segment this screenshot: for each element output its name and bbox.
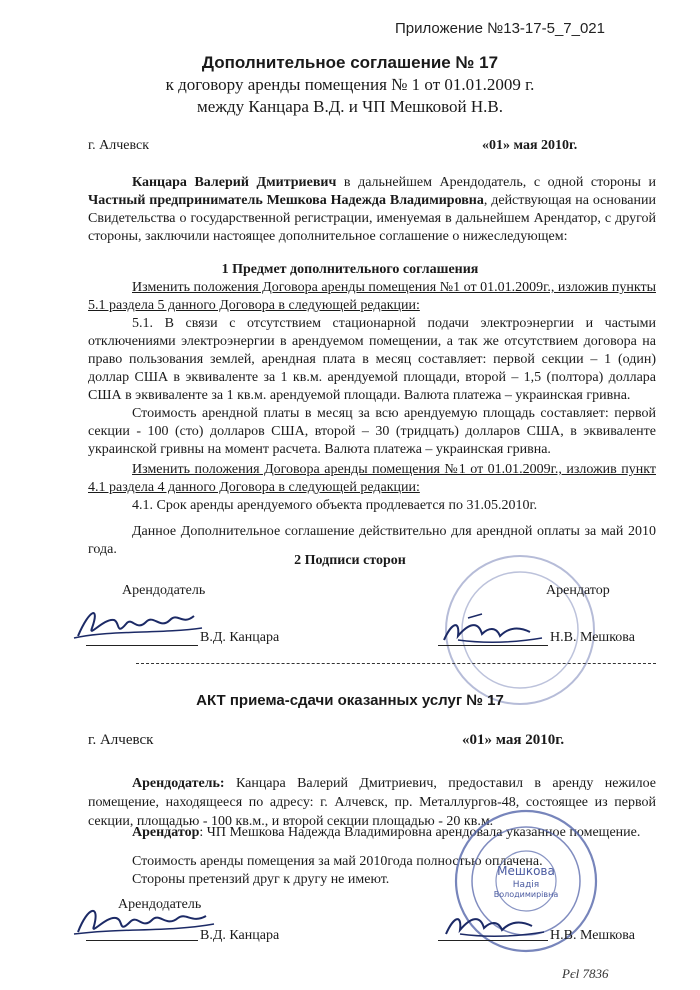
- lessor-signature-line: [86, 645, 198, 646]
- change-clause-1: Изменить положения Договора аренды помещения №1 от 01.01.2009г., изложив пункты 5.1 раздела 5 данного Договора в следующей редакции:: [88, 280, 656, 313]
- intro-text-1: в дальнейшем Арендодатель, с одной стороны и: [336, 175, 656, 190]
- act-lessor-signature: [70, 898, 220, 943]
- party-lessee: Частный предприниматель Мешкова Надежда Владимировна: [88, 193, 484, 208]
- rent-cost-paragraph: Стоимость арендной платы в месяц за всю арендуемую площадь составляет: первой секции - 100 (сто) долларов США, второй – 30 (тридцать) долларов США, в эквиваленте украинской гривны на момент расчета. Валюта платежа – украинская гривна.: [88, 406, 656, 457]
- stamp-name: Мешкова: [497, 864, 555, 878]
- lessee-signature-line: [438, 645, 548, 646]
- document-subtitle: к договору аренды помещения № 1 от 01.01.2009 г.: [165, 75, 535, 94]
- lessee-signature: [438, 610, 548, 650]
- clause-5-1: 5.1. В связи с отсутствием стационарной подачи электроэнергии и частыми отключениями электроэнергии в арендуемом помещении, а так же отсутствием договора на право пользования землей, арендная плата в месяц составляет: первой секции – 1 (один) доллар США в эквиваленте за 1 кв.м. арендуемой площади, второй – 1,5 (полтора) доллара США в эквиваленте за 1 кв.м. арендуемой площади. Валюта платежа – украинская гривна.: [88, 316, 656, 403]
- act-lessee-signature-line: [438, 940, 548, 941]
- lessor-name: В.Д. Канцара: [200, 630, 280, 645]
- change-clause-2: Изменить положения Договора аренды помещения №1 от 01.01.2009г., изложив пункт 4.1 раздела 4 данного Договора в следующей редакции:: [88, 462, 656, 495]
- handwritten-ref-note: Рєl 7836: [562, 966, 609, 981]
- act-lessor-text: Канцара Валерий Дмитриевич, предоставил в аренду нежилое помещение, находящееся по адресу: г. Алчевск, пр. Металлургов-48, состоящее из первой секции, площадью - 100 кв.м., и второй секции площадью - 20 кв.м.: [88, 776, 656, 829]
- section-1-heading: 1 Предмет дополнительного соглашения: [221, 262, 479, 277]
- act-city: г. Алчевск: [88, 732, 154, 748]
- act-lessor-label: Арендодатель:: [132, 776, 225, 791]
- lessor-role-label: Арендодатель: [122, 583, 206, 598]
- act-date: «01» мая 2010г.: [462, 732, 565, 748]
- party-lessor: Канцара Валерий Дмитриевич: [132, 175, 337, 190]
- act-lessor-role-label: Арендодатель: [118, 897, 202, 912]
- document-title: Дополнительное соглашение № 17: [201, 53, 499, 72]
- stamp-sub2: Володимирівна: [493, 890, 559, 899]
- section-divider: [136, 663, 656, 664]
- lessee-role-label: Арендатор: [546, 583, 610, 598]
- city: г. Алчевск: [88, 138, 150, 153]
- lessee-name: Н.В. Мешкова: [550, 630, 635, 645]
- act-claims-paragraph: Стороны претензий друг к другу не имеют.: [132, 872, 390, 887]
- act-lessor-name: В.Д. Канцара: [200, 928, 280, 943]
- validity-paragraph: Данное Дополнительное соглашение действительно для арендной оплаты за май 2010 года.: [88, 524, 656, 557]
- act-lessee-text: : ЧП Мешкова Надежда Владимировна арендовала указанное помещение.: [199, 825, 641, 840]
- act-title: АКТ приема-сдачи оказанных услуг № 17: [196, 692, 504, 709]
- act-lessee-name: Н.В. Мешкова: [550, 928, 635, 943]
- clause-4-1: 4.1. Срок аренды арендуемого объекта продлевается по 31.05.2010г.: [132, 498, 538, 513]
- document-parties-line: между Канцара В.Д. и ЧП Мешковой Н.В.: [196, 97, 504, 116]
- act-lessor-signature-line: [86, 940, 198, 941]
- section-2-heading: 2 Подписи сторон: [294, 553, 406, 568]
- act-lessee-label: Арендатор: [132, 825, 200, 840]
- stamp-sub: Надія: [512, 880, 540, 890]
- intro-text-2: , действующая на основании Свидетельства о государственной регистрации, именуемая в дальнейшем Арендатор, с другой стороны, заключили настоящее дополнительное соглашение о нижеследующем:: [88, 193, 656, 244]
- act-paid-paragraph: Стоимость аренды помещения за май 2010года полностью оплачена.: [132, 854, 543, 869]
- annex-label: Приложение №13-17-5_7_021: [395, 20, 605, 37]
- act-lessee-signature: [440, 906, 550, 944]
- agreement-date: «01» мая 2010г.: [482, 138, 578, 153]
- lessor-signature: [70, 598, 210, 648]
- intro-paragraph: [88, 174, 656, 246]
